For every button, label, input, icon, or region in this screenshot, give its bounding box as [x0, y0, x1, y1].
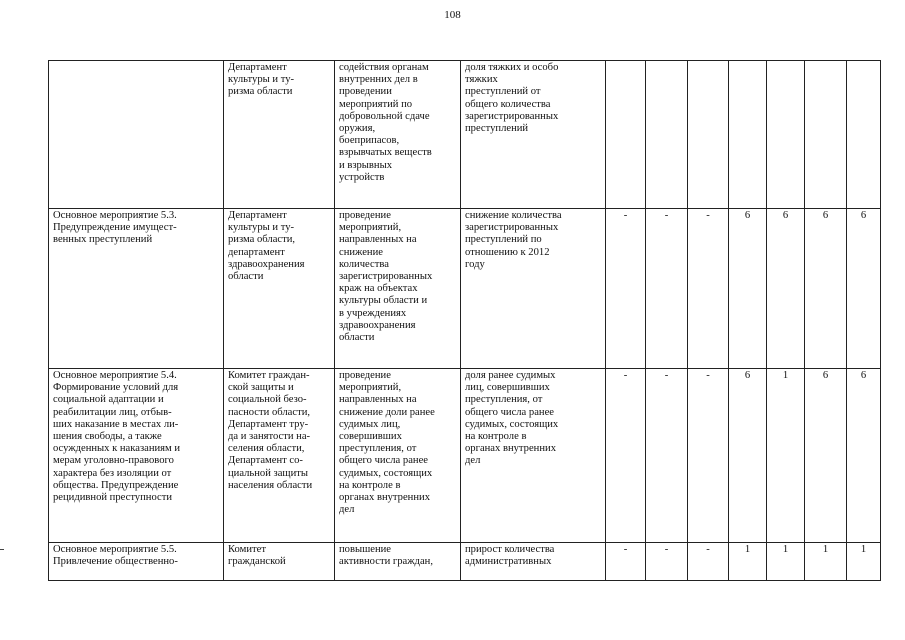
value-cell: 6: [847, 209, 881, 369]
value-cell: [805, 61, 847, 209]
value-cell: 6: [767, 209, 805, 369]
executor-cell: Комитет граждан- ской защиты и социальной безо- пасности области, Департамент тру- да и занятости на- селения области, Департамент со- циальной защиты населения области: [224, 369, 335, 543]
value-cell: 1: [805, 543, 847, 581]
program-measures-table: [48, 60, 881, 581]
value-cell: -: [688, 209, 729, 369]
measure-cell: Основное мероприятие 5.3. Предупреждение имущест- венных преступлений: [49, 209, 224, 369]
value-cell: [606, 61, 646, 209]
value-cell: [847, 61, 881, 209]
measure-cell: Основное мероприятие 5.4. Формирование условий для социальной адаптации и реабилитации лиц, отбыв- ших наказание в местах ли- шения свободы, а также осужденных к наказаниям и мерам уголовно-правового характера без изоляции от общества. Предупреждение рецидивной преступности: [49, 369, 224, 543]
indicator-cell: снижение количества зарегистрированных преступлений по отношению к 2012 году: [461, 209, 606, 369]
value-cell: 6: [847, 369, 881, 543]
value-cell: -: [606, 369, 646, 543]
value-cell: -: [646, 209, 688, 369]
value-cell: -: [688, 543, 729, 581]
value-cell: -: [606, 209, 646, 369]
value-cell: 6: [805, 209, 847, 369]
scan-edge-mark: [0, 549, 4, 550]
measure-cell: [49, 61, 224, 209]
page-number: 108: [444, 9, 461, 21]
value-cell: -: [606, 543, 646, 581]
content-cell: проведение мероприятий, направленных на снижение количества зарегистрированных краж на объектах культуры области и в учреждениях здравоохранения области: [335, 209, 461, 369]
content-cell: содействия органам внутренних дел в проведении мероприятий по добровольной сдаче оружия, боеприпасов, взрывчатых веществ и взрывных устройств: [335, 61, 461, 209]
table-row: [49, 369, 881, 543]
executor-cell: Департамент культуры и ту- ризма области: [224, 61, 335, 209]
content-cell: повышение активности граждан,: [335, 543, 461, 581]
value-cell: -: [646, 543, 688, 581]
value-cell: 6: [729, 209, 767, 369]
value-cell: [646, 61, 688, 209]
value-cell: -: [688, 369, 729, 543]
value-cell: [729, 61, 767, 209]
table-row: [49, 543, 881, 581]
value-cell: 6: [805, 369, 847, 543]
indicator-cell: доля ранее судимых лиц, совершивших преступления, от общего числа ранее судимых, состоящих на контроле в органах внутренних дел: [461, 369, 606, 543]
table-row: [49, 209, 881, 369]
executor-cell: Комитет гражданской: [224, 543, 335, 581]
value-cell: 1: [767, 369, 805, 543]
value-cell: -: [646, 369, 688, 543]
value-cell: 1: [729, 543, 767, 581]
executor-cell: Департамент культуры и ту- ризма области, департамент здравоохранения области: [224, 209, 335, 369]
value-cell: 6: [729, 369, 767, 543]
indicator-cell: прирост количества административных: [461, 543, 606, 581]
value-cell: [688, 61, 729, 209]
value-cell: [767, 61, 805, 209]
value-cell: 1: [847, 543, 881, 581]
table-row: [49, 61, 881, 209]
indicator-cell: доля тяжких и особо тяжких преступлений от общего количества зарегистрированных преступлений: [461, 61, 606, 209]
value-cell: 1: [767, 543, 805, 581]
measure-cell: Основное мероприятие 5.5. Привлечение общественно-: [49, 543, 224, 581]
content-cell: проведение мероприятий, направленных на снижение доли ранее судимых лиц, совершивших преступления, от общего числа ранее судимых, состоящих на контроле в органах внутренних дел: [335, 369, 461, 543]
